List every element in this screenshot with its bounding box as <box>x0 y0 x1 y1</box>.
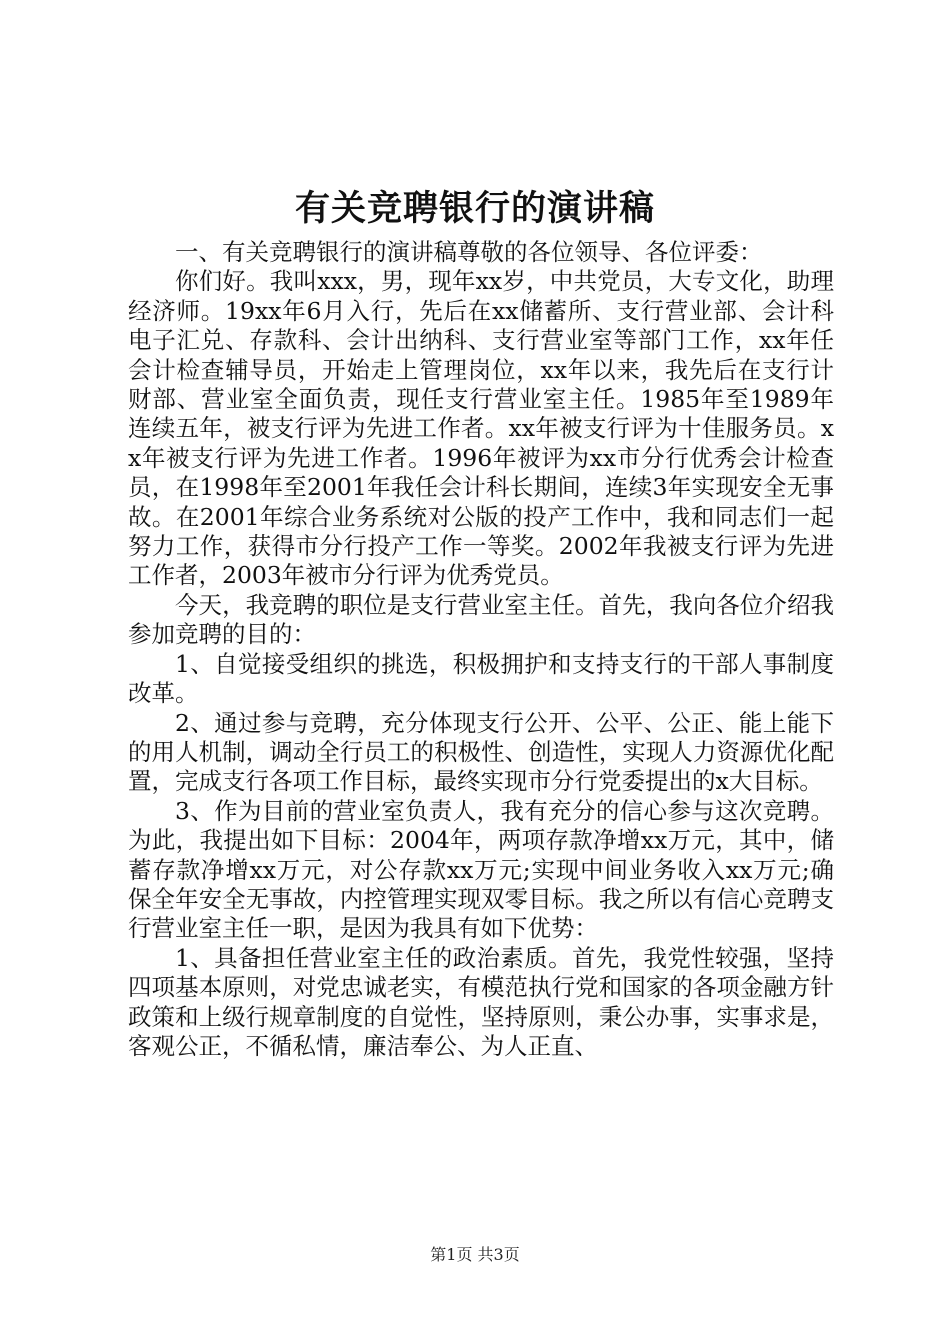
paragraph-purpose-2: 2、通过参与竞聘，充分体现支行公开、公平、公正、能上能下的用人机制，调动全行员工的积极性、创造性，实现人力资源优化配置，完成支行各项工作目标，最终实现市分行党委提出的x大目标。 <box>128 708 834 796</box>
document-body <box>128 238 834 1061</box>
paragraph-self-intro: 你们好。我叫xxx，男，现年xx岁，中共党员，大专文化，助理经济师。19xx年6月入行，先后在xx储蓄所、支行营业部、会计科电子汇兑、存款科、会计出纳科、支行营业室等部门工作，xx年任会计检查辅导员，开始走上管理岗位，xx年以来，我先后在支行计财部、营业室全面负责，现任支行营业室主任。1985年至1989年连续五年，被支行评为先进工作者。xx年被支行评为十佳服务员。xx年被支行评为先进工作者。1996年被评为xx市分行优秀会计检查员，在1998年至2001年我任会计科长期间，连续3年实现安全无事故。在2001年综合业务系统对公版的投产工作中，我和同志们一起努力工作，获得市分行投产工作一等奖。2002年我被支行评为先进工作者，2003年被市分行评为优秀党员。 <box>128 267 834 590</box>
page-footer: 第1页 共3页 <box>430 1245 520 1264</box>
document-title: 有关竞聘银行的演讲稿 <box>294 189 655 229</box>
paragraph-purpose-1: 1、自觉接受组织的挑选，积极拥护和支持支行的干部人事制度改革。 <box>128 649 834 708</box>
paragraph-purpose-3: 3、作为目前的营业室负责人，我有充分的信心参与这次竞聘。为此，我提出如下目标：2004年，两项存款净增xx万元，其中，储蓄存款净增xx万元，对公存款xx万元;实现中间业务收入xx万元;确保全年安全无事故，内控管理实现双零目标。我之所以有信心竞聘支行营业室主任一职，是因为我具有如下优势： <box>128 796 834 943</box>
paragraph-position: 今天，我竞聘的职位是支行营业室主任。首先，我向各位介绍我参加竞聘的目的： <box>128 590 834 649</box>
paragraph-greeting: 一、有关竞聘银行的演讲稿尊敬的各位领导、各位评委： <box>175 238 763 266</box>
paragraph-advantage-1: 1、具备担任营业室主任的政治素质。首先，我党性较强，坚持四项基本原则，对党忠诚老实，有模范执行党和国家的各项金融方针政策和上级行规章制度的自觉性，坚持原则，秉公办事，实事求是，客观公正，不循私情，廉洁奉公、为人正直、 <box>128 943 834 1060</box>
